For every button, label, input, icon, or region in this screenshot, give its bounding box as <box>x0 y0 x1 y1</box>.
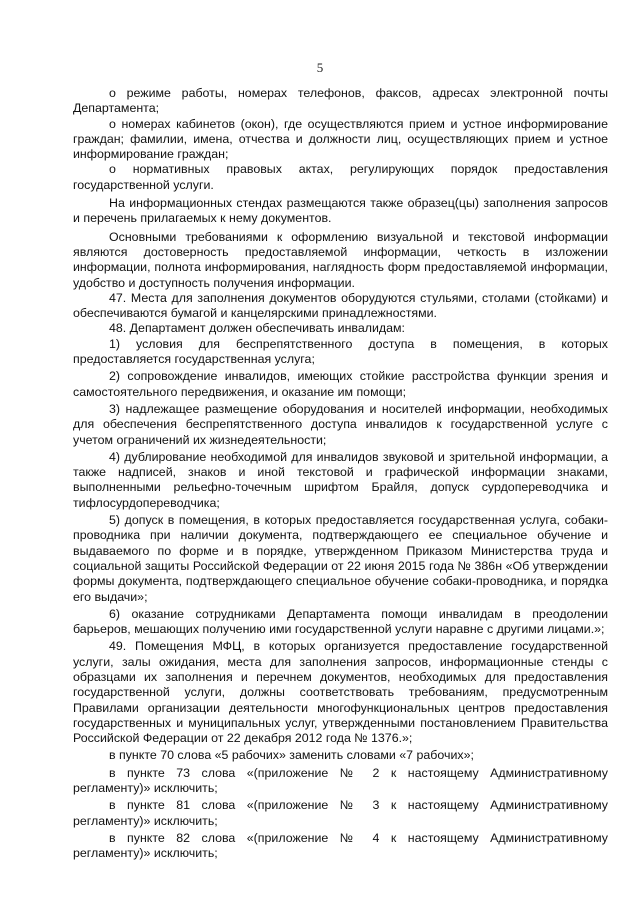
paragraph-offices: о номерах кабинетов (окон), где осуществляются прием и устное информирование граждан; фамилии, имена, отчества и должности лиц, осуществляющих прием и устное информирование граждан; <box>73 116 608 162</box>
list-item-6: 6) оказание сотрудниками Департамента помощи инвалидам в преодолении барьеров, мешающих получению ими государственной услуги наравне с другими лицами.»; <box>73 606 608 637</box>
paragraph-47: 47. Места для заполнения документов оборудуются стульями, столами (стойками) и обеспечиваются бумагой и канцелярскими принадлежностями. <box>73 290 608 321</box>
list-item-5: 5) допуск в помещения, в которых предоставляется государственная услуга, собаки-проводника при наличии документа, подтверждающего ее специальное обучение и выдаваемого по форме и в порядке, утвержденном Приказом Министерства труда и социальной защиты Российской Федерации от 22 июня 2015 года № 386н «Об утверждении формы документа, подтверждающего специальное обучение собаки-проводника, и порядка его выдачи»; <box>73 513 608 604</box>
list-item-3: 3) надлежащее размещение оборудования и носителей информации, необходимых для обеспечения беспрепятственного доступа инвалидов к государственной услуге с учетом ограничений их жизнедеятельности; <box>73 401 608 447</box>
paragraph-48: 48. Департамент должен обеспечивать инвалидам: <box>109 321 405 336</box>
list-item-1: 1) условия для беспрепятственного доступа в помещения, в которых предоставляется государственная услуга; <box>73 336 608 367</box>
page-number: 5 <box>316 60 324 75</box>
list-item-2: 2) сопровождение инвалидов, имеющих стойкие расстройства функции зрения и самостоятельного передвижения, и оказание им помощи; <box>73 369 608 399</box>
paragraph-legal-acts: о нормативных правовых актах, регулирующих порядок предоставления государственной услуги. <box>73 162 608 192</box>
list-item-4: 4) дублирование необходимой для инвалидов звуковой и зрительной информации, а также надписей, знаков и иной текстовой и графической информации знаками, выполненными рельефно-точечным шрифтом Брайля, допуск сурдопереводчика и тифлосурдопереводчика; <box>73 449 608 510</box>
amendment-81: в пункте 81 слова «(приложение № 3 к настоящему Административному регламенту)» исключить; <box>73 798 608 828</box>
amendment-82: в пункте 82 слова «(приложение № 4 к настоящему Административному регламенту)» исключить; <box>73 830 608 861</box>
amendment-70: в пункте 70 слова «5 рабочих» заменить словами «7 рабочих»; <box>109 748 474 763</box>
paragraph-contacts: о режиме работы, номерах телефонов, факсов, адресах электронной почты Департамента; <box>73 86 608 116</box>
paragraph-requirements: Основными требованиями к оформлению визуальной и текстовой информации являются достоверность предоставляемой информации, четкость в изложении информации, полнота информирования, наглядность форм предоставляемой информации, удобство и доступность получения информации. <box>73 229 608 290</box>
document-body <box>73 86 608 862</box>
paragraph-stands: На информационных стендах размещаются также образец(цы) заполнения запросов и перечень прилагаемых к нему документов. <box>73 196 608 226</box>
paragraph-49: 49. Помещения МФЦ, в которых организуется предоставление государственной услуги, залы ожидания, места для заполнения запросов, информационные стенды с образцами их заполнения и перечнем документов, необходимых для предоставления государственной услуги, должны соответствовать требованиям, предусмотренным Правилами организации деятельности многофункциональных центров предоставления государственных и муниципальных услуг, утвержденными постановлением Правительства Российской Федерации от 22 декабря 2012 года № 1376.»; <box>73 639 608 746</box>
amendment-73: в пункте 73 слова «(приложение № 2 к настоящему Административному регламенту)» исключить; <box>73 765 608 796</box>
